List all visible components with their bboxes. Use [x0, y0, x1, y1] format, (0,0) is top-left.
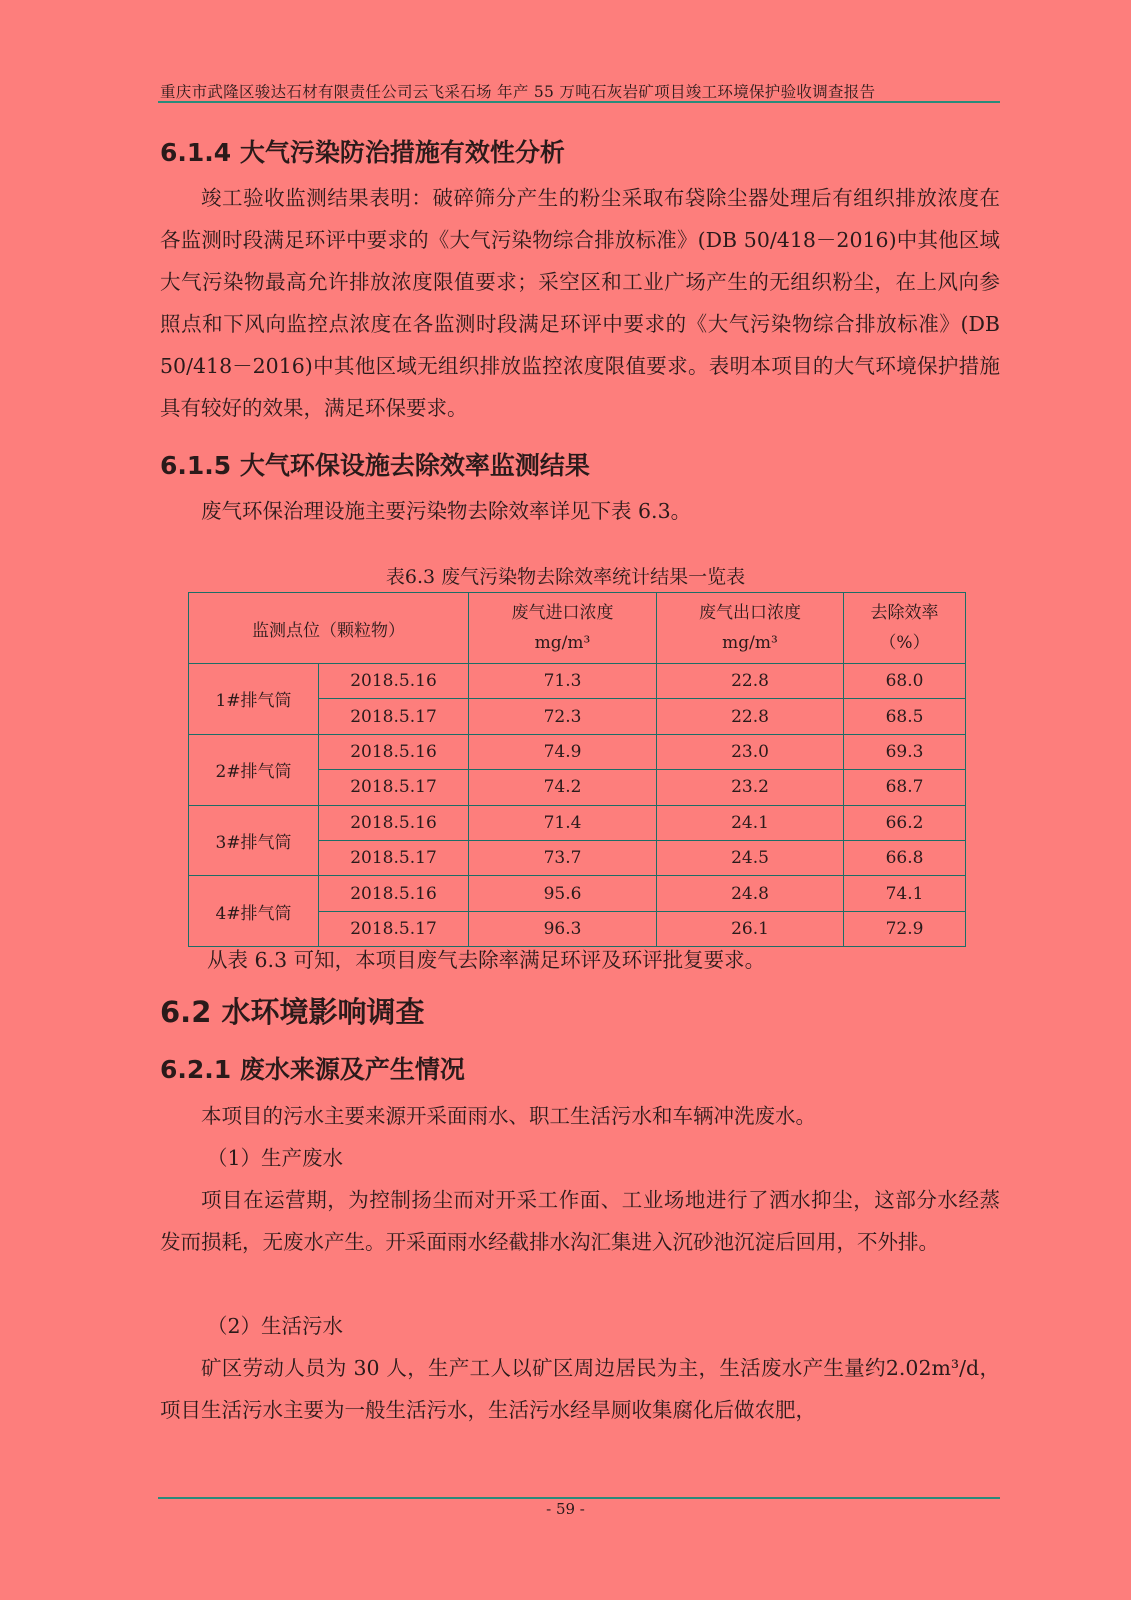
heading-6-2-1: 6.2.1 废水来源及产生情况 — [160, 1055, 465, 1084]
cell-outlet: 24.8 — [657, 876, 844, 911]
paragraph-6-1-4: 竣工验收监测结果表明：破碎筛分产生的粉尘采取布袋除尘器处理后有组织排放浓度在各监测时段满足环评中要求的《大气污染物综合排放标准》(DB 50/418－2016)中其他区域大气污染物最高允许排放浓度限值要求；采空区和工业广场产生的无组织粉尘，在上风向参照点和下风向监控点浓度在各监测时段满足环评中要求的《大气污染物综合排放标准》(DB 50/418－2016)中其他区域无组织排放监控浓度限值要求。表明本项目的大气环境保护措施具有较好的效果，满足环保要求。 — [160, 186, 1000, 420]
cell-inlet: 74.9 — [469, 734, 657, 769]
cell-outlet: 26.1 — [657, 911, 844, 946]
heading-6-1-5: 6.1.5 大气环保设施去除效率监测结果 — [160, 451, 590, 480]
cell-date: 2018.5.16 — [319, 805, 469, 840]
cell-outlet: 23.2 — [657, 770, 844, 805]
cell-inlet: 74.2 — [469, 770, 657, 805]
removal-efficiency-table — [188, 592, 966, 947]
cell-inlet: 71.4 — [469, 805, 657, 840]
paragraph-domestic-sewage: 矿区劳动人员为 30 人，生产工人以矿区周边居民为主，生活废水产生量约2.02m³/d，项目生活污水主要为一般生活污水，生活污水经旱厕收集腐化后做农肥， — [160, 1356, 1000, 1422]
header-inlet-label: 废气进口浓度 — [511, 603, 614, 623]
cell-efficiency: 66.2 — [844, 805, 966, 840]
subheading-production-wastewater: （1）生产废水 — [207, 1146, 344, 1170]
header-inlet-unit: mg/m³ — [534, 633, 591, 653]
stack-name: 2#排气筒 — [189, 734, 319, 805]
table-caption: 表6.3 废气污染物去除效率统计结果一览表 — [385, 566, 746, 588]
cell-efficiency: 69.3 — [844, 734, 966, 769]
cell-inlet: 72.3 — [469, 699, 657, 734]
cell-inlet: 73.7 — [469, 840, 657, 875]
cell-efficiency: 66.8 — [844, 840, 966, 875]
cell-efficiency: 68.5 — [844, 699, 966, 734]
header-rule — [158, 101, 1000, 103]
cell-outlet: 24.1 — [657, 805, 844, 840]
cell-inlet: 96.3 — [469, 911, 657, 946]
table-row — [189, 734, 966, 769]
cell-outlet: 22.8 — [657, 664, 844, 699]
cell-efficiency: 68.0 — [844, 664, 966, 699]
cell-date: 2018.5.16 — [319, 734, 469, 769]
cell-inlet: 71.3 — [469, 664, 657, 699]
header-efficiency-label: 去除效率 — [870, 603, 939, 623]
cell-date: 2018.5.17 — [319, 911, 469, 946]
header-efficiency — [844, 593, 966, 664]
stack-name: 3#排气筒 — [189, 805, 319, 876]
header-outlet-label: 废气出口浓度 — [699, 603, 801, 623]
cell-efficiency: 68.7 — [844, 770, 966, 805]
header-outlet-unit: mg/m³ — [722, 633, 778, 653]
cell-date: 2018.5.17 — [319, 840, 469, 875]
paragraph-production-wastewater: 项目在运营期，为控制扬尘而对开采工作面、工业场地进行了洒水抑尘，这部分水经蒸发而损耗，无废水产生。开采面雨水经截排水沟汇集进入沉砂池沉淀后回用，不外排。 — [160, 1188, 1000, 1254]
table-header-row — [189, 593, 966, 664]
cell-efficiency: 72.9 — [844, 911, 966, 946]
header-efficiency-unit: （%） — [879, 633, 930, 653]
page-header: 重庆市武隆区骏达石材有限责任公司云飞采石场 年产 55 万吨石灰岩矿项目竣工环境保护验收调查报告 — [160, 83, 876, 101]
cell-outlet: 24.5 — [657, 840, 844, 875]
page-number: - 59 - — [546, 1500, 585, 1518]
header-outlet — [657, 593, 844, 664]
heading-6-2: 6.2 水环境影响调查 — [160, 995, 425, 1029]
cell-inlet: 95.6 — [469, 876, 657, 911]
footer-rule — [158, 1497, 1000, 1499]
table-row — [189, 805, 966, 840]
paragraph-6-2-1-intro: 本项目的污水主要来源开采面雨水、职工生活污水和车辆冲洗废水。 — [201, 1104, 816, 1128]
table-row — [189, 876, 966, 911]
header-inlet — [469, 593, 657, 664]
table-row — [189, 664, 966, 699]
stack-name: 4#排气筒 — [189, 876, 319, 947]
table-note: 从表 6.3 可知，本项目废气去除率满足环评及环评批复要求。 — [207, 948, 766, 972]
cell-outlet: 22.8 — [657, 699, 844, 734]
cell-date: 2018.5.17 — [319, 770, 469, 805]
heading-6-1-4: 6.1.4 大气污染防治措施有效性分析 — [160, 138, 565, 167]
cell-date: 2018.5.17 — [319, 699, 469, 734]
cell-outlet: 23.0 — [657, 734, 844, 769]
stack-name: 1#排气筒 — [189, 664, 319, 735]
paragraph-6-1-5: 废气环保治理设施主要污染物去除效率详见下表 6.3。 — [201, 499, 692, 523]
cell-efficiency: 74.1 — [844, 876, 966, 911]
cell-date: 2018.5.16 — [319, 876, 469, 911]
subheading-domestic-sewage: （2）生活污水 — [207, 1314, 344, 1338]
cell-date: 2018.5.16 — [319, 664, 469, 699]
header-location: 监测点位（颗粒物） — [189, 593, 469, 664]
